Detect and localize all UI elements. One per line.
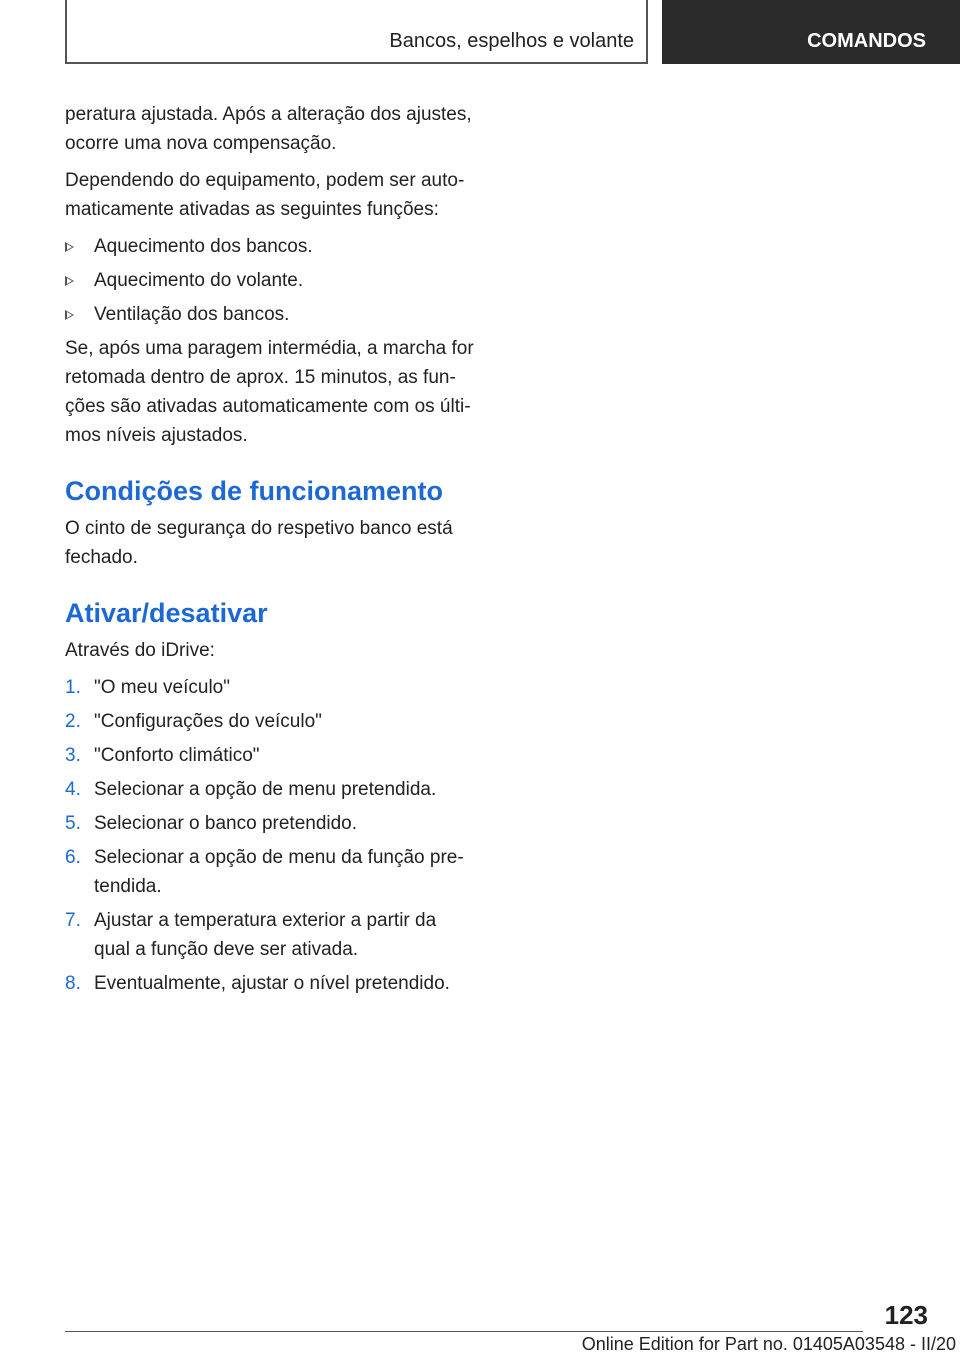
step-item	[65, 741, 477, 770]
page-number: 123	[884, 1300, 928, 1330]
function-list	[65, 232, 477, 329]
paragraph-seatbelt: O cinto de segurança do respetivo banco está fechado.	[65, 518, 453, 568]
step-text: Selecionar a opção de menu pretendida.	[94, 779, 437, 800]
bullet-triangle-icon	[65, 276, 74, 286]
steps-list	[65, 673, 477, 998]
step-text: "O meu veículo"	[94, 677, 230, 698]
heading-operating-conditions: Condições de funcionamento	[65, 476, 444, 506]
list-item: Ventilação dos bancos.	[65, 300, 477, 329]
header-section-tab	[65, 0, 648, 64]
step-number: 6.	[65, 847, 81, 868]
paragraph-equipment: Dependendo do equipamento, podem ser automaticamente ativadas as seguintes funções:	[65, 170, 465, 220]
footer-divider	[65, 1331, 863, 1332]
step-number: 3.	[65, 745, 81, 766]
page-content	[65, 100, 477, 1003]
step-text: Selecionar a opção de menu da função pretendida.	[94, 847, 464, 897]
step-text: Ajustar a temperatura exterior a partir da qual a função deve ser ativada.	[94, 910, 437, 960]
paragraph-idrive: Através do iDrive:	[65, 640, 215, 661]
bullet-triangle-icon	[65, 310, 74, 320]
step-number: 4.	[65, 779, 81, 800]
header-section-title: Bancos, espelhos e volante	[389, 30, 634, 52]
step-item	[65, 775, 477, 804]
step-number: 2.	[65, 711, 81, 732]
step-text: "Conforto climático"	[94, 745, 260, 766]
step-text: Eventualmente, ajustar o nível pretendido.	[94, 973, 450, 994]
header-chapter-tab	[662, 0, 960, 64]
footer-edition: Online Edition for Part no. 01405A03548 - II/20	[581, 1334, 956, 1354]
paragraph-restart: Se, após uma paragem intermédia, a marcha for retomada dentro de aprox. 15 minutos, as funções são ativadas automaticamente com os últimos níveis ajustados.	[65, 338, 474, 446]
paragraph-intro: peratura ajustada. Após a alteração dos ajustes, ocorre uma nova compensação.	[65, 104, 472, 154]
step-number: 7.	[65, 910, 81, 931]
step-number: 1.	[65, 677, 81, 698]
step-item	[65, 707, 477, 736]
header-chapter-title: COMANDOS	[807, 30, 926, 52]
step-number: 8.	[65, 973, 81, 994]
step-item	[65, 969, 477, 998]
step-text: "Configurações do veículo"	[94, 711, 322, 732]
list-item: Aquecimento do volante.	[65, 266, 477, 295]
step-item	[65, 906, 477, 964]
step-text: Selecionar o banco pretendido.	[94, 813, 358, 834]
bullet-triangle-icon	[65, 242, 74, 252]
step-item	[65, 673, 477, 702]
heading-activate-deactivate: Ativar/desativar	[65, 598, 268, 628]
list-item: Aquecimento dos bancos.	[65, 232, 477, 261]
step-item	[65, 809, 477, 838]
step-item	[65, 843, 477, 901]
step-number: 5.	[65, 813, 81, 834]
